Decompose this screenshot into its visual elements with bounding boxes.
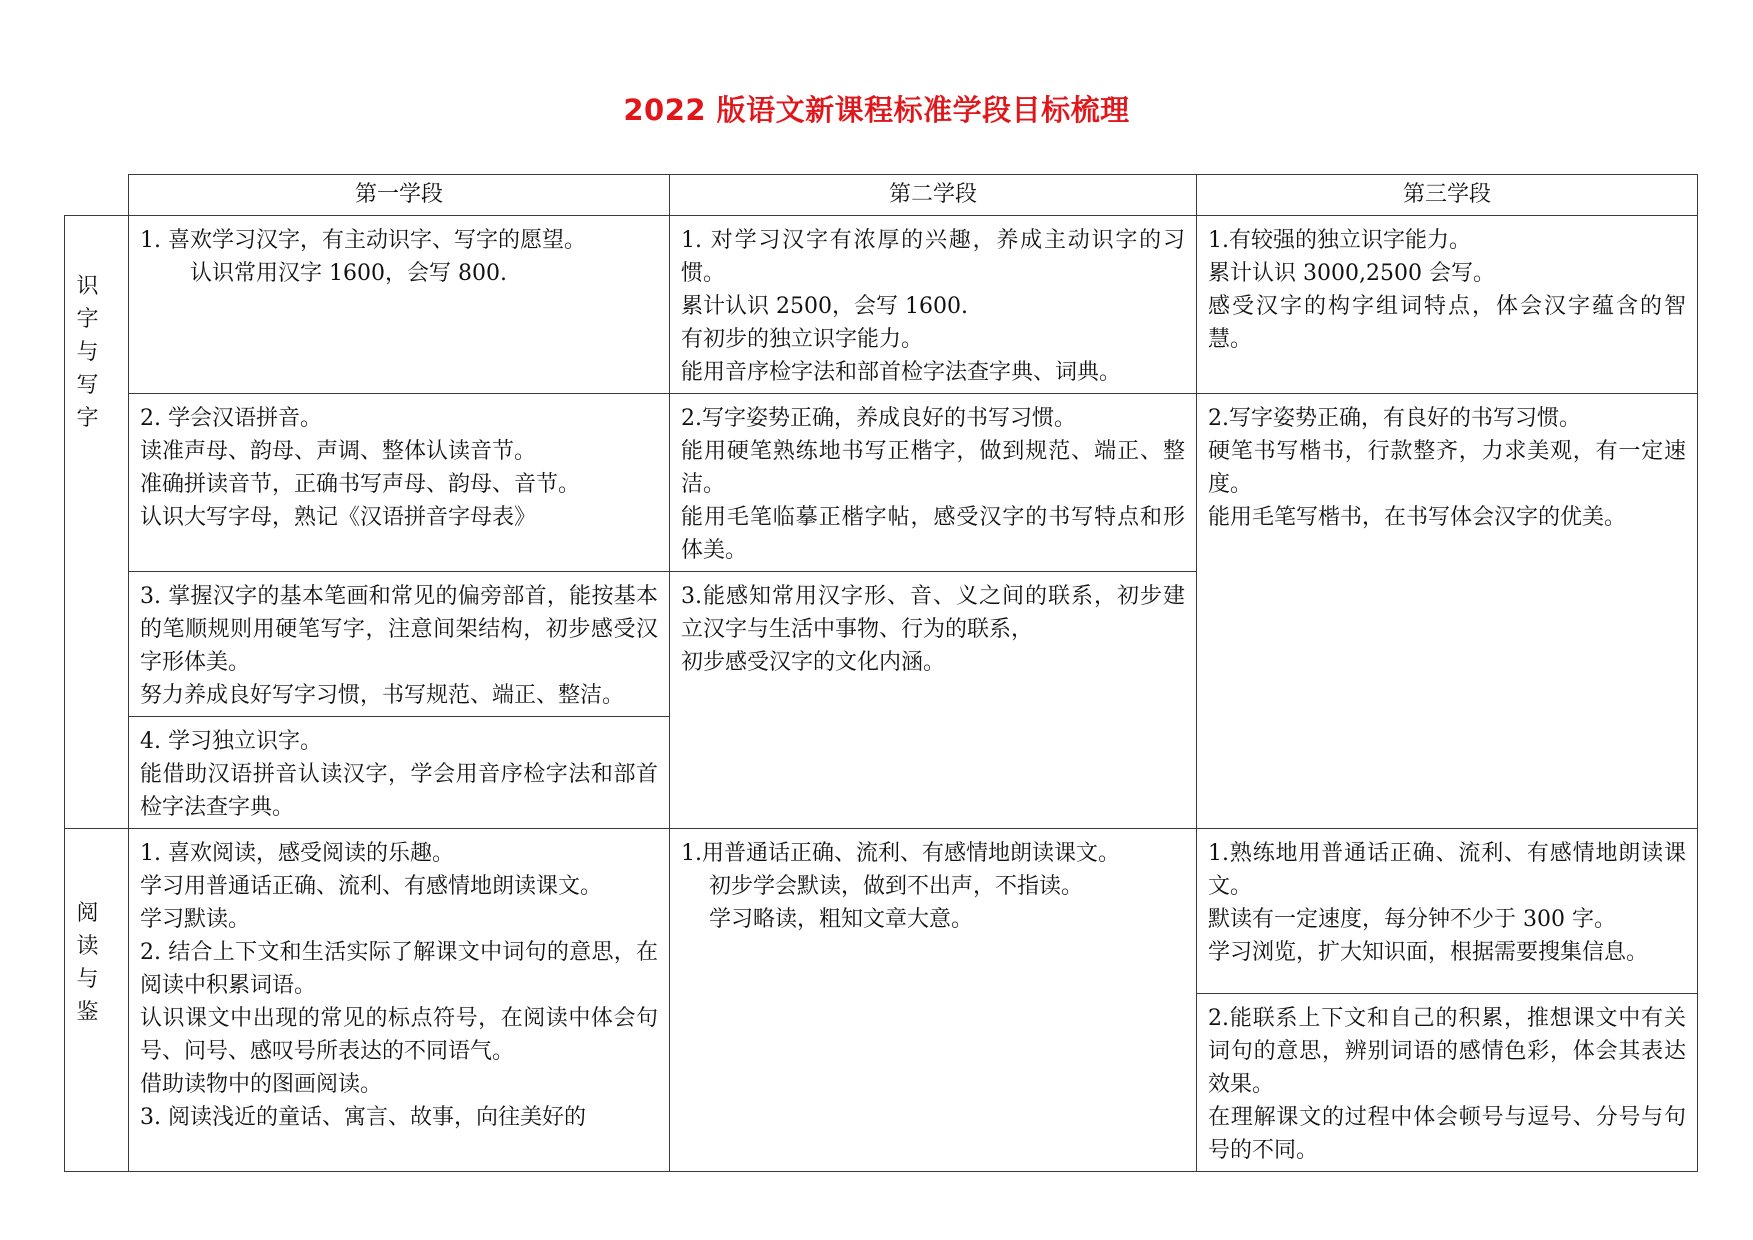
literacy-stage1-item2: 2. 学会汉语拼音。 读准声母、韵母、声调、整体认读音节。 准确拼读音节，正确书写声母、韵母、音节。 认识大写字母，熟记《汉语拼音字母表》 (129, 394, 670, 572)
literacy-stage1-item3: 3. 掌握汉字的基本笔画和常见的偏旁部首，能按基本的笔顺规则用硬笔写字，注意间架结构，初步感受汉字形体美。 努力养成良好写字习惯，书写规范、端正、整洁。 (129, 572, 670, 717)
table-row (65, 216, 1698, 394)
literacy-stage2-item2: 2.写字姿势正确，养成良好的书写习惯。 能用硬笔熟练地书写正楷字，做到规范、端正、整洁。 能用毛笔临摹正楷字帖，感受汉字的书写特点和形体美。 (670, 394, 1197, 572)
literacy-stage1-item4: 4. 学习独立识字。 能借助汉语拼音认读汉字，学会用音序检字法和部首检字法查字典。 (129, 717, 670, 829)
reading-stage3-item1: 1.熟练地用普通话正确、流利、有感情地朗读课文。 默读有一定速度，每分钟不少于 300 字。 学习浏览，扩大知识面，根据需要搜集信息。 (1197, 829, 1698, 994)
curriculum-goals-table (64, 174, 1698, 1172)
corner-cell (65, 175, 129, 216)
reading-stage3-item2: 2.能联系上下文和自己的积累，推想课文中有关词句的意思，辨别词语的感情色彩，体会其表达效果。 在理解课文的过程中体会顿号与逗号、分号与句号的不同。 (1197, 994, 1698, 1172)
header-row (65, 175, 1698, 216)
literacy-stage1-item1: 1. 喜欢学习汉字，有主动识字、写字的愿望。 认识常用汉字 1600，会写 800. (129, 216, 670, 394)
page-title: 2022 版语文新课程标准学段目标梳理 (623, 93, 1130, 127)
literacy-stage2-item1: 1. 对学习汉字有浓厚的兴趣，养成主动识字的习惯。 累计认识 2500，会写 1600. 有初步的独立识字能力。 能用音序检字法和部首检字法查字典、词典。 (670, 216, 1197, 394)
reading-stage2: 1.用普通话正确、流利、有感情地朗读课文。 初步学会默读，做到不出声，不指读。 学习略读，粗知文章大意。 (670, 829, 1197, 1172)
table-row (65, 394, 1698, 572)
table-row (65, 829, 1698, 994)
literacy-stage2-item3: 3.能感知常用汉字形、音、义之间的联系，初步建立汉字与生活中事物、行为的联系， 初步感受汉字的文化内涵。 (670, 572, 1197, 829)
literacy-stage3-item2: 2.写字姿势正确，有良好的书写习惯。 硬笔书写楷书，行款整齐，力求美观，有一定速度。 能用毛笔写楷书，在书写体会汉字的优美。 (1197, 394, 1698, 829)
section-label-reading: 阅读与鉴 (65, 829, 129, 1172)
literacy-stage3-item1: 1.有较强的独立识字能力。 累计认识 3000,2500 会写。 感受汉字的构字组词特点，体会汉字蕴含的智慧。 (1197, 216, 1698, 394)
reading-stage1: 1. 喜欢阅读，感受阅读的乐趣。 学习用普通话正确、流利、有感情地朗读课文。 学习默读。 2. 结合上下文和生活实际了解课文中词句的意思，在阅读中积累词语。 认识课文中出现的常见的标点符号，在阅读中体会句号、问号、感叹号所表达的不同语气。 借助读物中的图画阅读。 3. 阅读浅近的童话、寓言、故事，向往美好的 (129, 829, 670, 1172)
header-stage-1: 第一学段 (129, 175, 670, 216)
header-stage-3: 第三学段 (1197, 175, 1698, 216)
header-stage-2: 第二学段 (670, 175, 1197, 216)
section-label-literacy: 识字与写字 (65, 216, 129, 829)
